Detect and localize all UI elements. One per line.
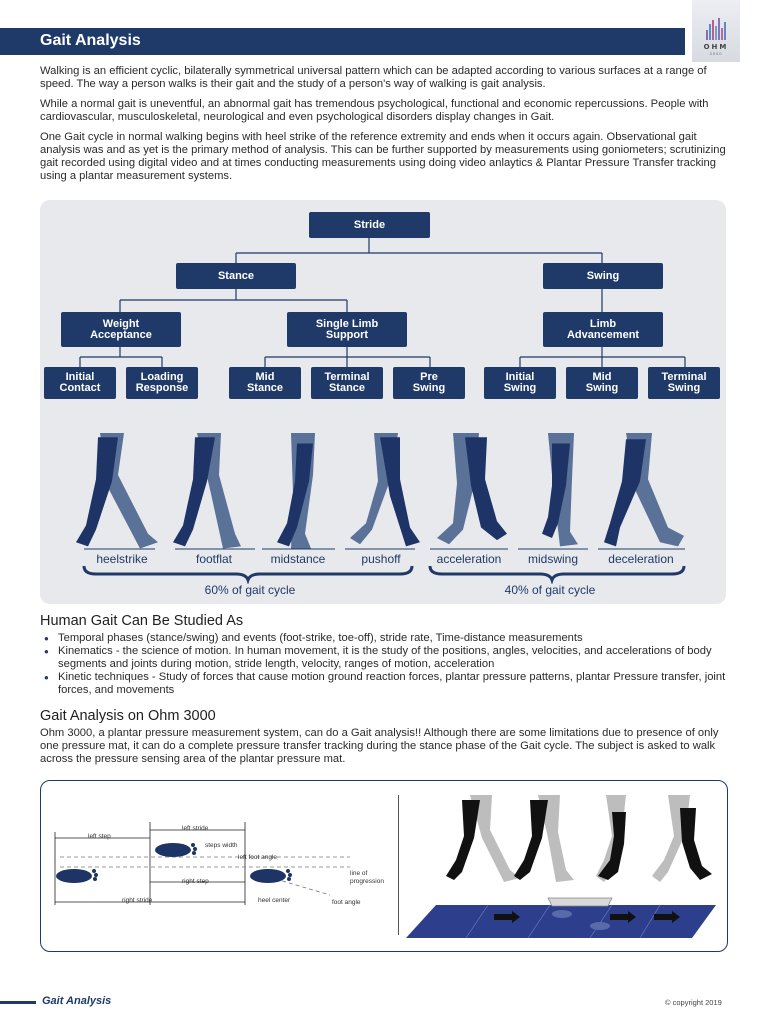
node-single-limb-support: Single Limb Support (287, 312, 407, 347)
intro-paragraph-3: One Gait cycle in normal walking begins with heel strike of the reference extremity and ends when it occurs again. Observational gait analysis was and as yet is the primary method of analysis. This can be further supported by measurements using goniometers; scrutinizing gait recorded using digital video and at times conducting measurements using doing video anlaytics & Plantar Pressure Transfer tracking using a plantar measurement systems. (40, 131, 726, 182)
node-weight-acceptance: Weight Acceptance (61, 312, 181, 347)
label-heel-center: heel center (258, 897, 291, 904)
node-stance: Stance (176, 263, 296, 289)
phase-label-heelstrike: heelstrike (96, 552, 148, 566)
phase-label-midstance: midstance (270, 552, 326, 566)
footprint-diagram (40, 780, 400, 952)
footer-title: Gait Analysis (42, 995, 112, 1007)
stance-brace-icon (84, 566, 412, 580)
leg-heelstrike-icon (76, 433, 158, 549)
leg-midstance-icon (277, 433, 315, 549)
stance-percentage: 60% of gait cycle (204, 583, 296, 597)
node-terminal-stance: Terminal Stance (311, 367, 383, 399)
footprint-icon (56, 843, 292, 883)
study-item-kinetics: ● Kinetic techniques - Study of forces that cause motion ground reaction forces, plantar pressure patterns, plantar Pressure transfer, joint forces, and movements (44, 671, 730, 697)
intro-paragraph-1: Walking is an efficient cyclic, bilaterally symmetrical universal pattern which can be adapted according to various surfaces at a range of speed. The way a person walks is their gait and the study of a person's way of walking is gait analysis. (40, 65, 707, 90)
pressure-mat-illustration (400, 790, 724, 945)
node-limb-advancement: Limb Advancement (543, 312, 663, 347)
ohm-heading: Gait Analysis on Ohm 3000 (40, 708, 216, 724)
study-item-temporal: ● Temporal phases (stance/swing) and events (foot-strike, toe-off), stride rate, Time-distance measurements (44, 632, 730, 645)
cycle-braces (0, 560, 768, 584)
node-terminal-swing: Terminal Swing (648, 367, 720, 399)
node-initial-contact: Initial Contact (44, 367, 116, 399)
logo-subtext: 3000 (709, 51, 723, 56)
walking-legs-icon (446, 795, 712, 882)
label-foot-angle: foot angle (332, 899, 361, 906)
label-steps-width: steps width (205, 842, 238, 849)
ohm-logo (692, 0, 740, 62)
node-mid-stance: Mid Stance (229, 367, 301, 399)
leg-footflat-icon (173, 433, 241, 549)
pressure-mat (406, 905, 716, 938)
page-title: Gait Analysis (0, 28, 685, 55)
swing-brace-icon (430, 566, 684, 580)
phase-label-midswing: midswing (527, 552, 578, 566)
logo-text: OHM (703, 43, 729, 51)
leg-deceleration-icon (604, 433, 684, 546)
phase-label-footflat: footflat (195, 552, 233, 566)
phase-label-deceleration: deceleration (608, 552, 674, 566)
leg-midswing-icon (542, 433, 578, 546)
label-right-stride: right stride (122, 897, 153, 904)
node-stride: Stride (309, 212, 430, 238)
node-loading-response: Loading Response (126, 367, 198, 399)
phase-label-pushoff: pushoff (361, 552, 401, 566)
node-pre-swing: Pre Swing (393, 367, 465, 399)
leg-acceleration-icon (437, 433, 507, 544)
gait-legs-illustration (40, 425, 726, 555)
study-item-kinematics: ● Kinematics - the science of motion. In human movement, it is the study of the positions, angles, velocities, and accelerations of body segments and joints during motion, stride length, velocity, ranges of motion, acceleration (44, 645, 730, 671)
study-heading: Human Gait Can Be Studied As (40, 613, 244, 629)
leg-pushoff-icon (350, 433, 420, 546)
phase-label-acceleration: acceleration (436, 552, 502, 566)
intro-text (40, 65, 730, 190)
node-swing: Swing (543, 263, 663, 289)
study-list (44, 632, 730, 697)
footer-accent-bar (0, 1001, 36, 1004)
label-left-step: left step (88, 833, 111, 840)
label-left-foot-angle: left foot angle (238, 854, 278, 861)
swing-percentage: 40% of gait cycle (504, 583, 596, 597)
label-line-of-progression: line of progression (350, 870, 384, 885)
logo-bars-icon (706, 18, 726, 40)
node-mid-swing: Mid Swing (566, 367, 638, 399)
label-right-step: right step (182, 878, 209, 885)
node-initial-swing: Initial Swing (484, 367, 556, 399)
label-left-stride: left stride (182, 825, 209, 832)
footer-copyright: © copyright 2019 (665, 998, 722, 1007)
ohm-description: Ohm 3000, a plantar pressure measurement system, can do a Gait analysis!! Although there are some limitations due to presence of only one pressure mat, it can do a complete pressure transfer tracking during the stance phase of the Gait cycle. The subject is asked to walk across the pressure sensing area of the plantar pressure mat. (40, 727, 719, 765)
ohm-device-icon (548, 898, 612, 906)
intro-paragraph-2: While a normal gait is uneventful, an abnormal gait has tremendous psychological, functional and economic repercussions. People with cardiovascular, musculoskeletal, neurological and even psychological disorders display changes in Gait. (40, 98, 709, 123)
